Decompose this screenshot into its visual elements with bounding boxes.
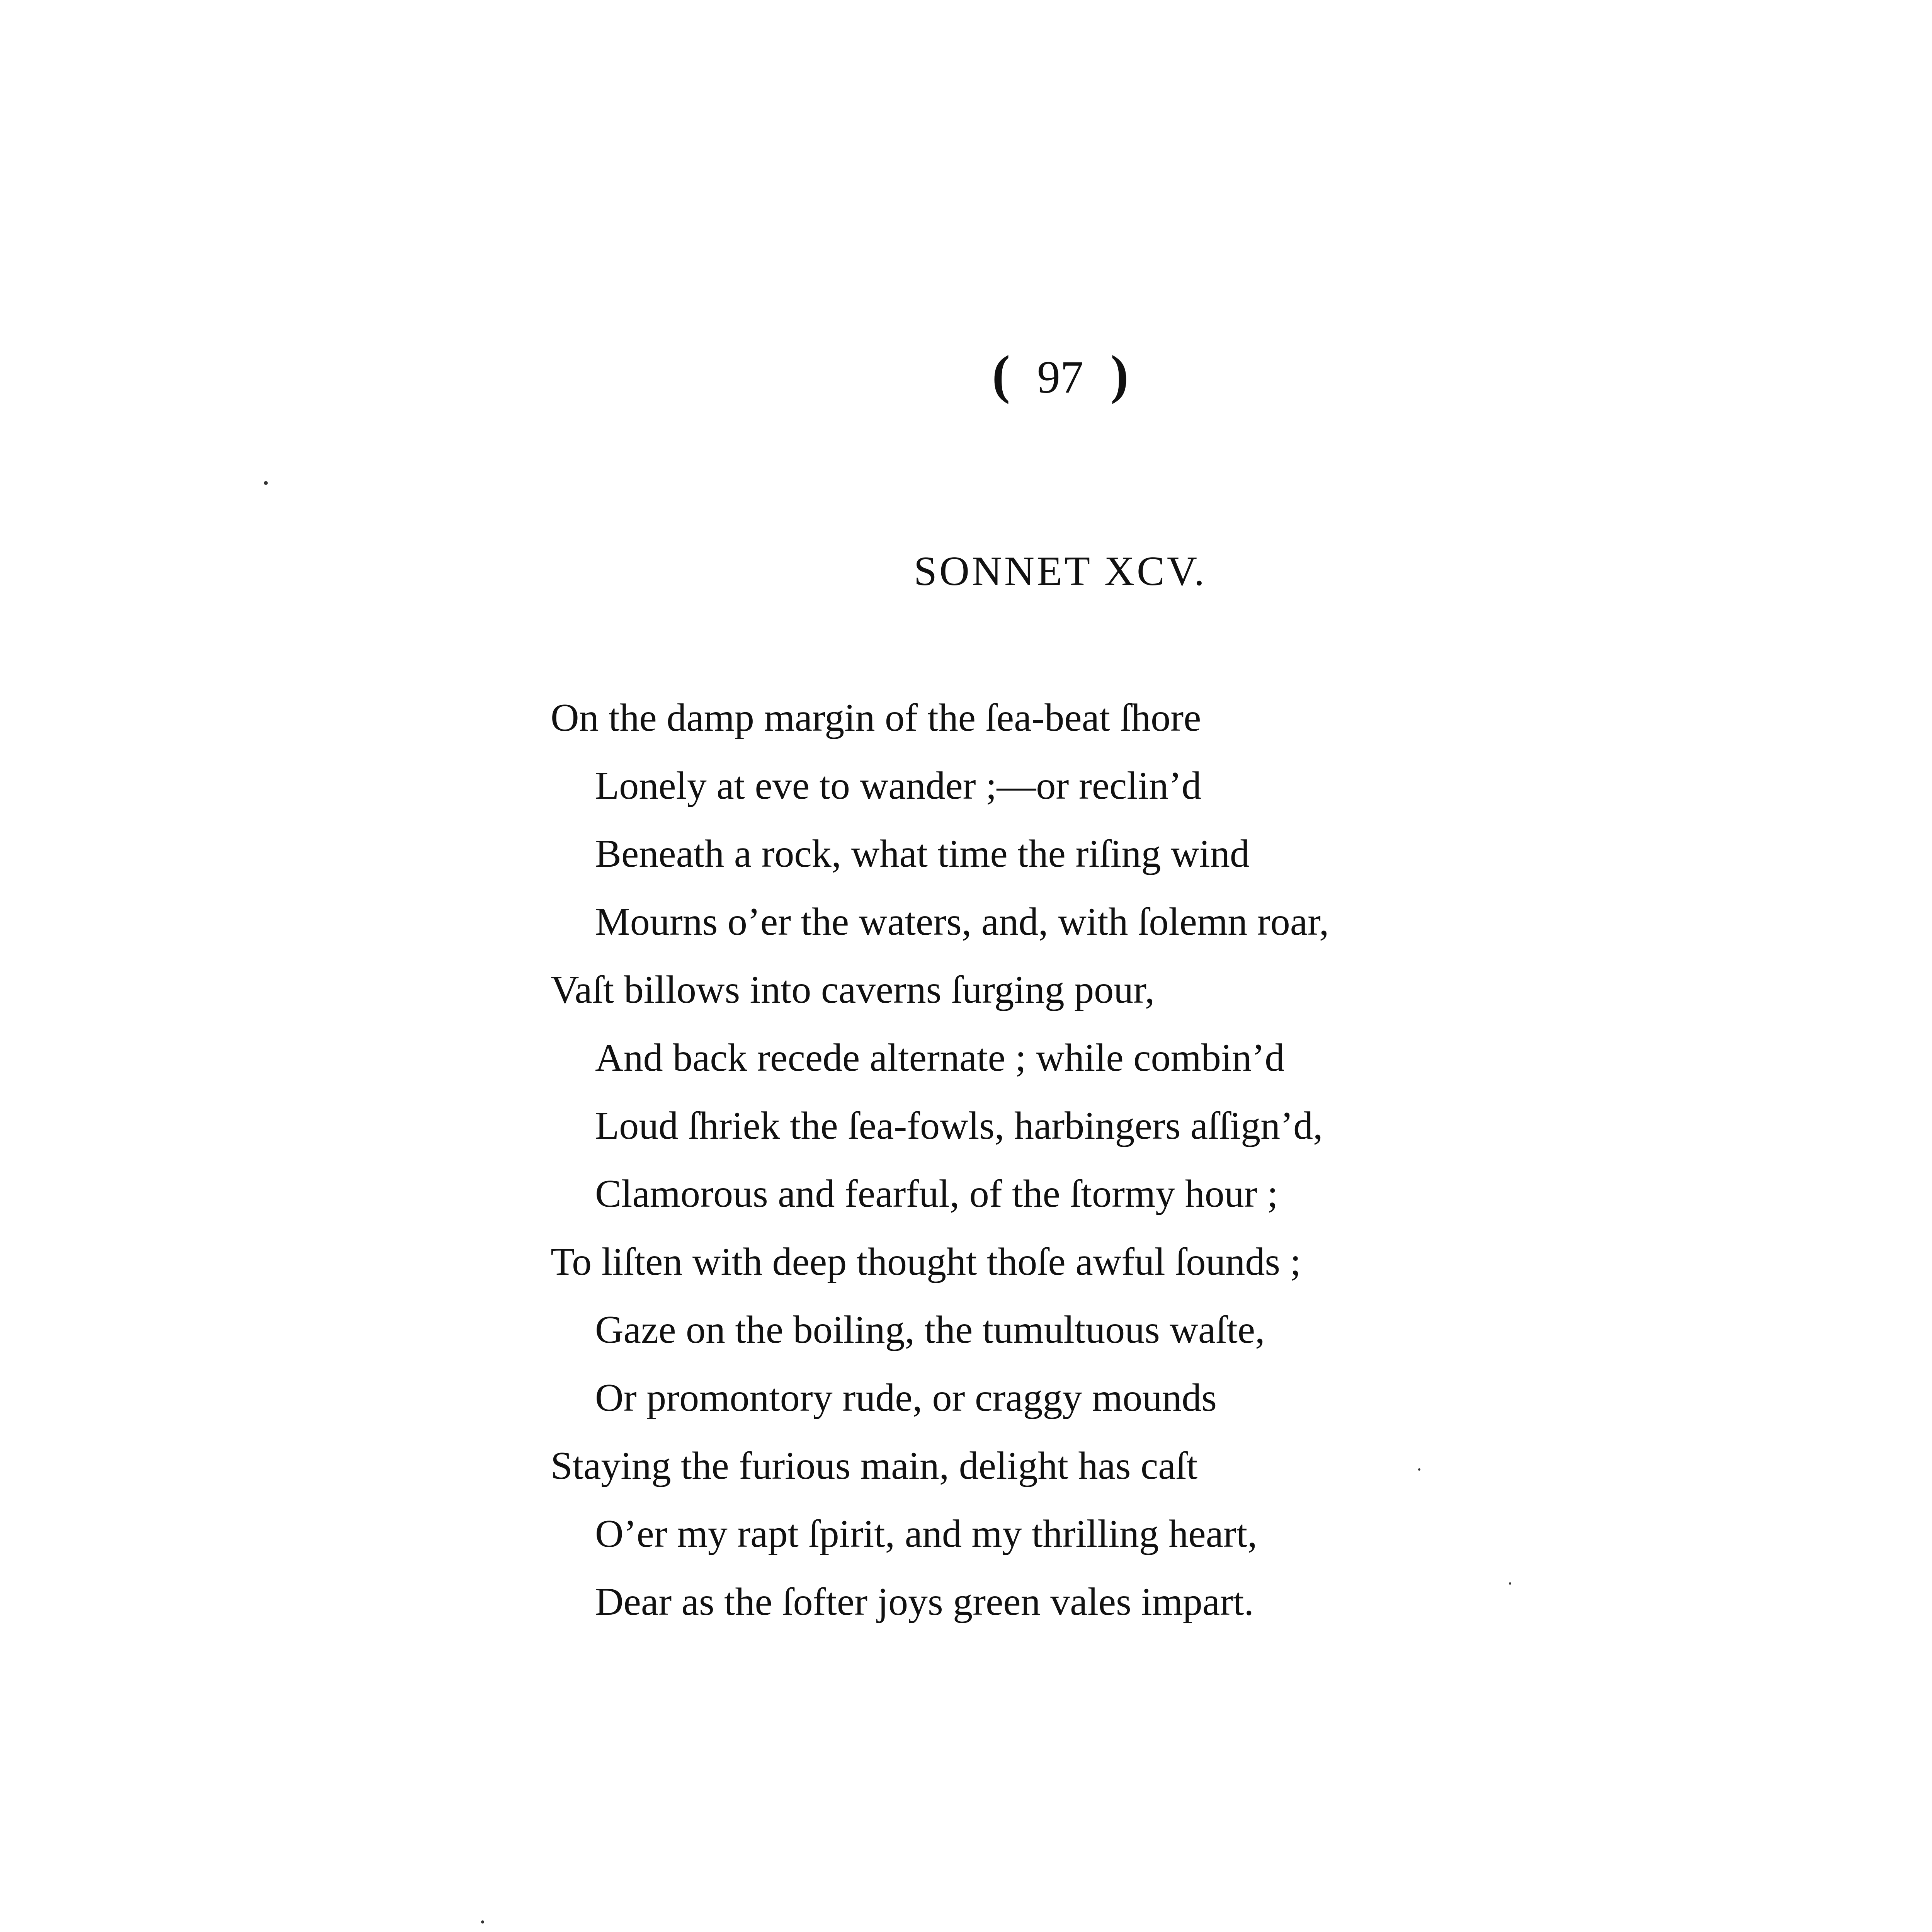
poem-line: And back recede alternate ; while combin’d xyxy=(595,1036,1285,1080)
poem-line: Gaze on the boiling, the tumultuous waſte, xyxy=(595,1308,1265,1352)
poem-line: O’er my rapt ſpirit, and my thrilling heart, xyxy=(595,1512,1257,1556)
poem-line: Staying the furious main, delight has caſt xyxy=(551,1444,1198,1488)
page-number xyxy=(0,345,1932,405)
scan-speck xyxy=(1418,1468,1420,1471)
poem-line: Vaſt billows into caverns ſurging pour, xyxy=(551,968,1155,1012)
scan-speck xyxy=(481,1920,484,1923)
sonnet-title: SONNET XCV. xyxy=(913,548,1207,594)
poem-line: Mourns o’er the waters, and, with ſolemn roar, xyxy=(595,900,1329,944)
poem-line: On the damp margin of the ſea-beat ſhore xyxy=(551,696,1201,740)
scan-speck xyxy=(1509,1582,1511,1585)
poem-line: To liſten with deep thought thoſe awful ſounds ; xyxy=(551,1240,1301,1284)
page-number-open-paren: ( xyxy=(992,345,1010,405)
page-number-close-paren: ) xyxy=(1111,345,1129,405)
poem-line: Lonely at eve to wander ;—or reclin’d xyxy=(595,764,1202,808)
poem-line: Beneath a rock, what time the riſing wind xyxy=(595,832,1250,876)
poem-line: Or promontory rude, or craggy mounds xyxy=(595,1376,1217,1420)
scan-speck xyxy=(264,481,268,485)
poem-line: Clamorous and fearful, of the ſtormy hour ; xyxy=(595,1172,1278,1216)
poem-line: Dear as the ſofter joys green vales impart. xyxy=(595,1580,1254,1624)
poem-body xyxy=(551,684,1932,1636)
page-number-value: 97 xyxy=(1037,351,1083,403)
poem-line: Loud ſhriek the ſea-fowls, harbingers aſſign’d, xyxy=(595,1104,1323,1148)
